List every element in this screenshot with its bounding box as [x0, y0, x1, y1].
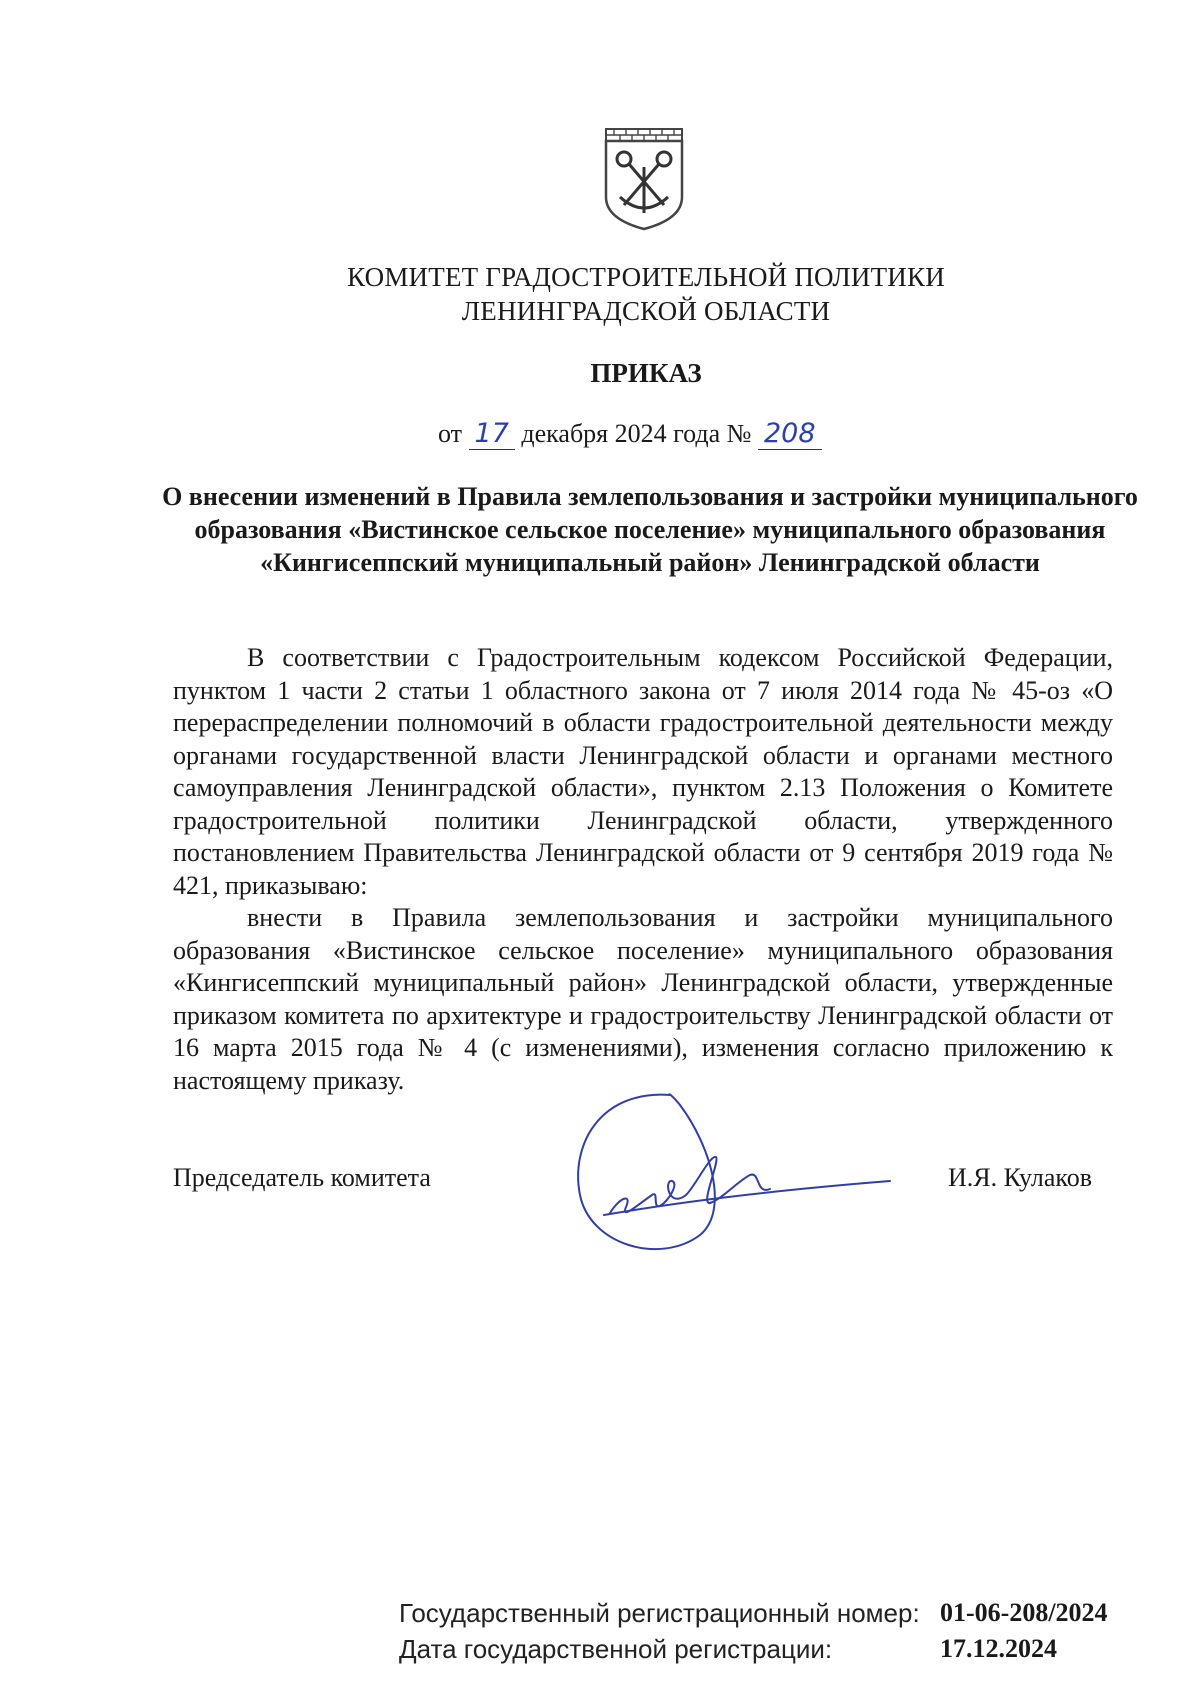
emblem-icon	[602, 127, 686, 231]
date-day-handwritten: 17	[474, 418, 509, 449]
registration-date-label: Дата государственной регистрации:	[399, 1634, 833, 1664]
doc-number-handwritten: 208	[763, 418, 816, 449]
date-day-field	[469, 418, 515, 450]
body-paragraph-1: В соответствии с Градостроительным кодексом Российской Федерации, пунктом 1 части 2 статьи 1 областного закона от 7 июля 2014 года № 45-оз «О перераспределении полномочий в области градостроительной деятельности между органами государственной власти Ленинградской области и органами местного самоуправления Ленинградской области», пунктом 2.13 Положения о Комитете градостроительной политики Ленинградской области, утвержденного постановлением Правительства Ленинградской области от 9 сентября 2019 года № 421, приказываю:	[173, 643, 1113, 900]
date-rest: декабря 2024 года №	[521, 419, 752, 448]
document-type: ПРИКАЗ	[590, 358, 702, 388]
doc-number-field	[758, 418, 822, 450]
signatory-name: И.Я. Кулаков	[948, 1163, 1092, 1192]
body-paragraph-2: внести в Правила землепользования и застройки муниципального образования «Вистинское сельское поселение» муниципального образования «Кингисеппский муниципальный район» Ленинградской области, утвержденные приказом комитета по архитектуре и градостроительству Ленинградской области от 16 марта 2015 года № 4 (с изменениями), изменения согласно приложению к настоящему приказу.	[173, 903, 1113, 1095]
registration-number-value: 01-06-208/2024	[940, 1598, 1108, 1627]
document-date-line	[438, 418, 822, 450]
document-title: О внесении изменений в Правила землепользования и застройки муниципального образования «Вистинское сельское поселение» муниципального образования «Кингисеппский муниципальный район» Ленинградской области	[162, 482, 1138, 577]
signatory-position: Председатель комитета	[173, 1163, 431, 1192]
organization-name-line2: ЛЕНИНГРАДСКОЙ ОБЛАСТИ	[461, 296, 831, 326]
date-prefix: от	[438, 419, 463, 448]
organization-name-line1: КОМИТЕТ ГРАДОСТРОИТЕЛЬНОЙ ПОЛИТИКИ	[347, 262, 945, 292]
registration-date-value: 17.12.2024	[940, 1634, 1057, 1663]
handwritten-signature	[560, 1085, 910, 1265]
registration-number-label: Государственный регистрационный номер:	[399, 1598, 920, 1628]
document-body	[173, 642, 1113, 1097]
coat-of-arms-emblem	[602, 127, 686, 231]
